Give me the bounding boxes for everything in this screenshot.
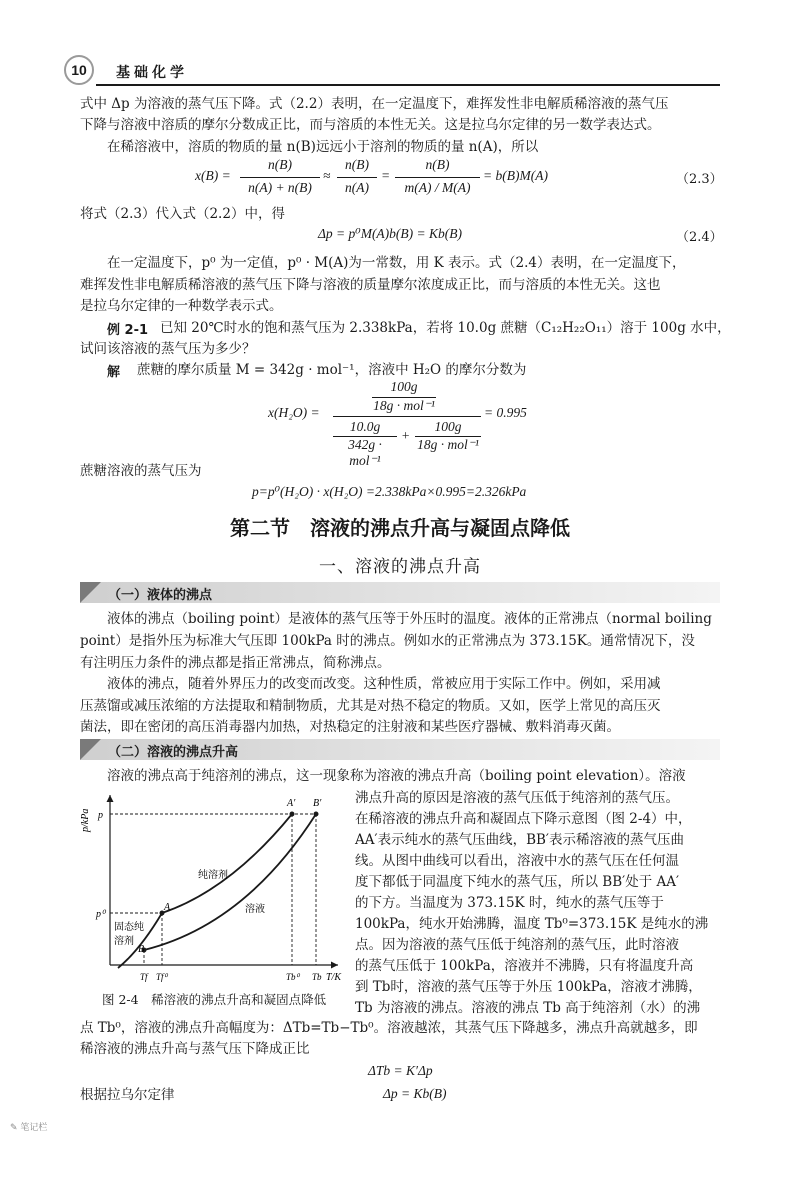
figure-2-4 (80, 790, 350, 990)
para-line: 液体的沸点（boiling point）是液体的蒸气压等于外压时的温度。液体的正常沸点（normal boiling (107, 611, 712, 627)
para-line: 蔗糖溶液的蒸气压为 (80, 463, 202, 479)
heading-bar (80, 739, 720, 760)
label-solid-2: 溶剂 (114, 936, 134, 947)
para-line: 到 Tb时，溶液的蒸气压等于外压 100kPa，溶液才沸腾， (355, 979, 702, 995)
label-pure-solvent: 纯溶剂 (198, 870, 228, 881)
label-b-prime: B′ (313, 798, 322, 809)
para-line: 是拉乌尔定律的一种数学表示式。 (80, 298, 283, 314)
p-label: p (98, 810, 103, 821)
heading-bar (80, 582, 720, 603)
point-b-prime (314, 812, 319, 817)
label-solution: 溶液 (245, 904, 265, 915)
tick-tf: Tf (140, 972, 148, 982)
label-a: A (164, 902, 171, 913)
para-line: 菌法，即在密闭的高压消毒器内加热，对热稳定的注射液和某些医疗器械、敷料消毒灭菌。 (80, 719, 620, 735)
x-axis-label: T/K (326, 972, 342, 983)
para-line: 100kPa，纯水开始沸腾，温度 Tb⁰=373.15K 是纯水的沸 (355, 916, 709, 932)
tick-tb0: Tb⁰ (286, 972, 300, 982)
figure-caption: 图 2-4 稀溶液的沸点升高和凝固点降低 (102, 992, 327, 1007)
para-line: 根据拉乌尔定律 (80, 1087, 175, 1103)
para-line: 难挥发性非电解质稀溶液的蒸气压下降与溶液的质量摩尔浓度成正比，而与溶质的本性无关。这也 (80, 277, 661, 293)
para-line: point）是指外压为标准大气压即 100kPa 时的沸点。例如水的正常沸点为 373.15K。通常情况下，没 (80, 633, 695, 649)
para-line: 线。从图中曲线可以看出，溶液中水的蒸气压在任何温 (355, 853, 679, 869)
point-a-prime (290, 812, 295, 817)
equation-2-4: Δp = p⁰M(A)b(B) = Kb(B) (318, 226, 463, 241)
para-line: 稀溶液的沸点升高与蒸气压下降成正比 (80, 1041, 310, 1057)
heading-label: （二）溶液的沸点升高 (108, 745, 239, 760)
p0-label: p⁰ (96, 909, 106, 920)
equation-vapor-pressure: p=p⁰(H₂O) · x(H₂O) =2.338kPa×0.995=2.326kPa (252, 484, 527, 499)
para-line: Tb 为溶液的沸点。溶液的沸点 Tb 高于纯溶剂（水）的沸 (355, 1000, 701, 1016)
para-line: 在稀溶液中，溶质的物质的量 n(B)远远小于溶剂的物质的量 n(A)，所以 (107, 139, 539, 155)
tick-tb: Tb (312, 972, 322, 982)
para-line: 点。因为溶液的蒸气压低于纯溶剂的蒸气压，此时溶液 (355, 937, 679, 953)
para-line: 沸点升高的原因是溶液的蒸气压低于纯溶剂的蒸气压。 (355, 790, 679, 806)
para-line: 有注明压力条件的沸点都是指正常沸点，简称沸点。 (80, 655, 391, 671)
subsection-title: 一、溶液的沸点升高 (319, 557, 481, 577)
para-line: 在一定温度下，p⁰ 为一定值，p⁰ · M(A)为一常数，用 K 表示。式（2.4）表明，在一定温度下， (107, 255, 686, 271)
y-axis-label: p/kPa (80, 808, 91, 832)
para-line: 点 Tb⁰，溶液的沸点升高幅度为：ΔTb=Tb−Tb⁰。溶液越浓，其蒸气压下降越多，沸点升高就越多，即 (80, 1020, 698, 1036)
para-line: 已知 20℃时水的饱和蒸气压为 2.338kPa，若将 10.0g 蔗糖（C₁₂H₂₂O₁₁）溶于 100g 水中， (160, 320, 731, 336)
label-a-prime: A′ (287, 798, 296, 809)
para-line: 蔗糖的摩尔质量 M = 342g · mol⁻¹，溶液中 H₂O 的摩尔分数为 (137, 362, 527, 378)
para-line: 液体的沸点，随着外界压力的改变而改变。这种性质，常被应用于实际工作中。例如，采用减 (107, 676, 661, 692)
pure-solvent-curve (162, 814, 292, 913)
label-b: B (138, 944, 145, 955)
para-line: 的蒸气压低于 100kPa，溶液并不沸腾，只有将温度升高 (355, 958, 694, 974)
para-line: 的下方。当温度为 373.15K 时，纯水的蒸气压等于 (355, 895, 664, 911)
para-line: 式中 Δp 为溶液的蒸气压下降。式（2.2）表明，在一定温度下，难挥发性非电解质稀溶液的蒸气压 (80, 96, 669, 112)
header-rule (96, 84, 720, 86)
equation-raoult: Δp = Kb(B) (383, 1086, 447, 1101)
para-line: 度下都低于同温度下纯水的蒸气压，所以 BB′处于 AA′ (355, 874, 680, 890)
para-line: 压蒸馏或减压浓缩的方法提取和精制物质，尤其是对热不稳定的物质。又如，医学上常见的高压灭 (80, 698, 661, 714)
para-line: 下降与溶液中溶质的摩尔分数成正比，而与溶质的本性无关。这是拉乌尔定律的另一数学表达式。 (80, 117, 661, 133)
equation-delta-tb: ΔTb = K′Δp (368, 1063, 433, 1078)
book-title: 基础化学 (116, 65, 188, 81)
margin-note: ✎ 笔记栏 (10, 1123, 48, 1133)
para-line: 在稀溶液的沸点升高和凝固点下降示意图（图 2-4）中， (355, 811, 692, 827)
para-line: AA′表示纯水的蒸气压曲线，BB′表示稀溶液的蒸气压曲 (355, 832, 684, 848)
page-number: 10 (64, 55, 94, 85)
para-line: 试问该溶液的蒸气压为多少？ (80, 341, 256, 357)
solution-curve (144, 814, 316, 950)
label-solid-1: 固态纯 (114, 922, 144, 933)
heading-label: （一）液体的沸点 (108, 588, 213, 603)
tick-tf0: Tf⁰ (156, 972, 168, 982)
para-line: 将式（2.3）代入式（2.2）中，得 (80, 206, 285, 222)
para-line: 溶液的沸点高于纯溶剂的沸点，这一现象称为溶液的沸点升高（boiling point elevation）。溶液 (107, 768, 686, 784)
equation-number: （2.4） (676, 230, 723, 245)
solution-label: 解 (107, 365, 121, 380)
example-label: 例 2-1 (107, 323, 149, 338)
section-title: 第二节 溶液的沸点升高与凝固点降低 (230, 516, 570, 540)
